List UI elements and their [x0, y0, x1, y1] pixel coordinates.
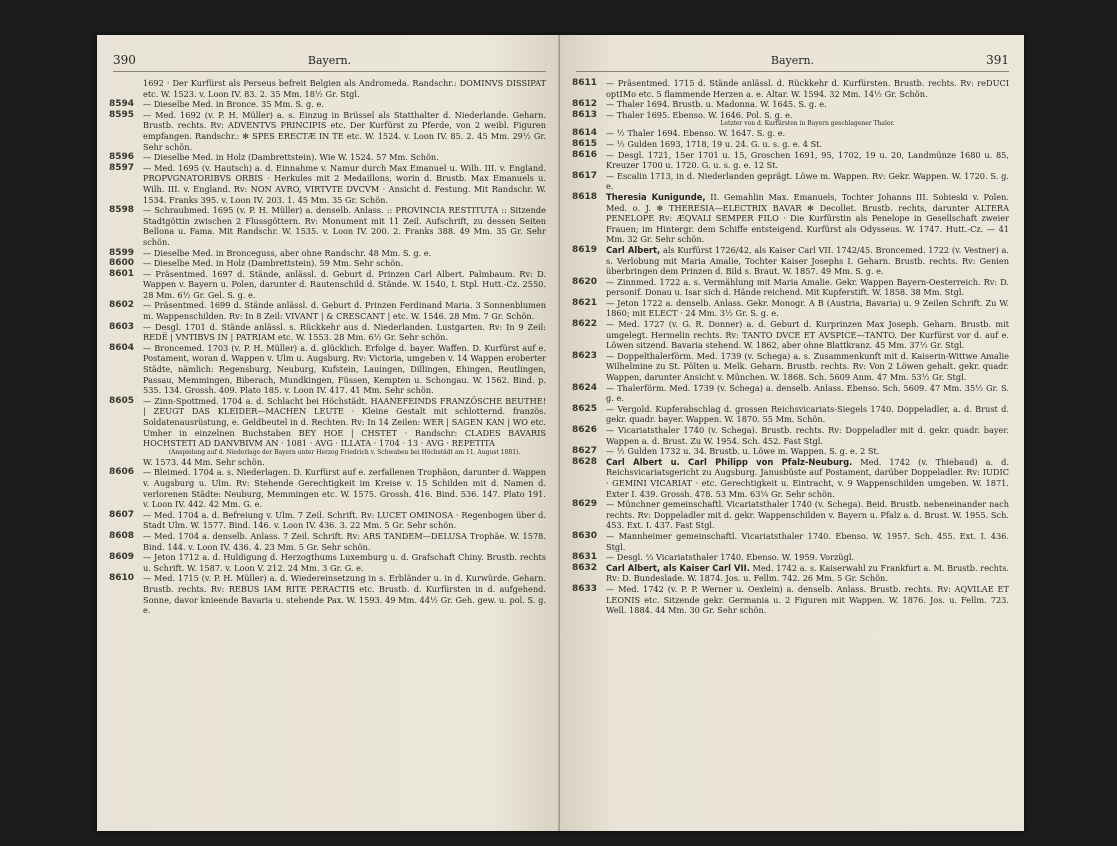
catalog-entry [109, 152, 546, 163]
entry-number: 8602 [109, 300, 135, 311]
entry-text: — Med. 1692 (v. P. H. Müller) a. s. Einzug in Brüssel als Statthalter d. Niederlande. Geharn. Brustb. rechts. Rv: ADVENTVS PRINCIPIS etc. Der Kurfürst zu Pferde, von 2 weibl. Figuren empfangen. Randschr.: ✻ SPES ERECTÆ IN TE etc. W. 1524. v. Loon IV. 85. 2. 45 Mm. 29½ Gr. Sehr schön. [143, 109, 546, 152]
entry-heading: Carl Albert u. Carl Philipp von Pfalz-Neuburg. [606, 456, 853, 467]
entry-number: 8610 [109, 573, 135, 584]
left-page-number: 390 [113, 53, 136, 67]
catalog-entry [109, 530, 546, 552]
entry-number: 8604 [109, 342, 135, 353]
entry-text: — Vicariatsthaler 1740 (v. Schega). Brustb. rechts. Rv: Doppeladler mit d. gekr. quadr. bayer. Wappen a. d. Brust. Zu W. 1954. Sch. 452. Fast Stgl. [606, 425, 1009, 446]
entry-heading: Carl Albert, als Kaiser Carl VII. [606, 562, 750, 573]
catalog-entry [109, 258, 546, 269]
entry-number: 8600 [109, 258, 135, 269]
entry-text: — Desgl. ⅔ Vicariatsthaler 1740. Ebenso. W. 1959. Vorzügl. [606, 552, 855, 563]
entry-number: 8626 [572, 425, 598, 435]
book-spread [97, 35, 1024, 831]
left-page [97, 35, 560, 831]
entry-text: — Präsentmed. 1697 d. Stände, anlässl. d. Geburt d. Prinzen Carl Albert. Palmbaum. Rv: D. Wappen v. Bayern u. Polen, darunter d. Rautenschild d. Stände. W. 1540, I. Stpl. Hutt.-Cz. 2550. 28 Mm. 6½ Gr. Gel. S. g. e. [143, 268, 546, 300]
left-running-title: Bayern. [307, 54, 352, 67]
catalog-entry [109, 300, 546, 322]
catalog-entry [572, 319, 1009, 351]
entry-number: 8595 [109, 109, 135, 120]
entry-number: 8594 [109, 99, 135, 110]
entry-number: 8620 [572, 276, 598, 287]
catalog-entry [572, 530, 1009, 552]
entry-text: — Thaler 1694. Brustb. u. Madonna. W. 1645. S. g. e. [606, 99, 827, 110]
entry-text: — ½ Gulden 1693, 1718, 19 u. 24. G. u. s. g. e. 4 St. [606, 138, 823, 149]
catalog-entry [572, 109, 1009, 129]
catalog-entry [109, 109, 546, 152]
catalog-entry [572, 138, 1009, 150]
right-page [560, 35, 1023, 831]
left-entry-list [109, 99, 546, 616]
entry-number: 8629 [572, 499, 598, 510]
catalog-entry [572, 499, 1009, 531]
catalog-entry [572, 562, 1009, 584]
right-entry-list [572, 78, 1010, 616]
catalog-entry [572, 350, 1009, 383]
catalog-entry [109, 552, 546, 573]
entry-number: 8612 [572, 99, 598, 110]
entry-number: 8605 [109, 395, 135, 406]
entry-text: — Med. 1715 (v. P. H. Müller) a. d. Wiedereinsetzung in s. Erbländer u. in d. Kurwürde. Geharn. Brustb. rechts. Rv: REBUS IAM RITE PERACTIS etc. Brustb. d. Kurfürsten in d. aufgehend. Sonne, davor knieende Bavaria u. stehende Pax. W. 1593. 49 Mm. 44½ Gr. Geh. gew. u. pol. S. g. e. [143, 573, 546, 616]
entry-text: — Med. 1742 (v. P. P. Werner u. Oexlein) a. denselb. Anlass. Brustb. rechts. Rv: AQVILAE ET LEONIS etc. Sitzende gekr. Germania u. 2 Figuren mit Wappen. W. 1876. Jos. u. Fellm. 723. Well. 1884. 44 Mm. 30 Gr. Sehr schön. [606, 583, 1009, 616]
catalog-entry [109, 395, 546, 468]
entry-number: 8613 [572, 109, 598, 120]
catalog-entry [572, 382, 1009, 404]
entry-text: — Münchner gemeinschaftl. Vicariatsthaler 1740 (v. Schega). Beid. Brustb. nebeneinander nach rechts. Rv: Doppeladler mit d. gekr. Wappenschilden v. Bayern u. Pfalz a. d. Brust. W. 1955. Sch. 453. Ext. I. 437. Fast Stgl. [606, 499, 1009, 531]
catalog-entry [572, 583, 1009, 616]
entry-number: 8630 [572, 530, 598, 541]
catalog-entry [572, 552, 1009, 563]
entry-number: 8624 [572, 382, 598, 393]
entry-text: — Thalerförm. Med. 1739 (v. Schega) a. denselb. Anlass. Ebenso. Sch. 5609. 47 Mm. 35½ Gr. S. g. e. [606, 382, 1009, 404]
entry-text: — Med. 1704 a. denselb. Anlass. 7 Zeil. Schrift. Rv: ARS TANDEM—DELUSA Trophäe. W. 1578. Bind. 144. v. Loon IV. 436. 4. 23 Mm. 5 Gr. Sehr schön. [143, 530, 546, 552]
entry-text: — Desgl. 1721, 15er 1701 u. 15, Groschen 1691, 95, 1702, 19 u. 20, Landmünze 1680 u. 85, Kreuzer 1700 u. 1720. G. u. s. g. e. 12 St. [606, 149, 1009, 171]
catalog-entry [572, 425, 1009, 446]
entry-number: 8631 [572, 552, 598, 563]
entry-footnote: Letzter von d. Kurfürsten in Bayern geschlagener Thaler. [720, 120, 895, 128]
entry-text: — Bleimed. 1704 a. s. Niederlagen. D. Kurfürst auf e. zerfallenen Trophäon, darunter d. Wappen v. Augsburg u. Ulm. Rv: Stehende Gerechtigkeit im Kreise v. 15 Schilden mit d. Namen d. verlorenen Städte: Neuburg, Memmingen etc. W. 1575. Grossh. 416. Bind. 536. 147. Plato 191. v. Loon IV. 442. 42 Mm. G. e. [143, 467, 546, 510]
entry-heading: Theresia Kunigunde, [606, 191, 706, 202]
entry-text: — Med. 1727 (v. G. R. Donner) a. d. Geburt d. Kurprinzen Max Joseph. Geharn. Brustb. mit umgelegt. Hermelin rechts. Rv: TANTO DVCE ET AVSPICE—TANTO. Der Kurfürst vor d. auf e. Löwen sitzend. Bavaria stehend. W. 1862, aber ohne Blattkranz. 45 Mm. 37½ Gr. Stgl. [606, 319, 1009, 351]
catalog-entry [109, 247, 546, 259]
entry-number: 8632 [572, 562, 598, 573]
catalog-entry [572, 99, 1009, 110]
entry-heading: Carl Albert, [606, 244, 661, 255]
entry-number: 8603 [109, 321, 135, 332]
catalog-entry [109, 321, 546, 343]
entry-text: — Dieselbe Med. in Holz (Dambrettstein). 59 Mm. Sehr schön. [143, 258, 404, 269]
entry-number: 8618 [572, 191, 598, 202]
entry-number: 8615 [572, 138, 598, 149]
left-continuation: 1692 · Der Kurfürst als Perseus befreit Belgien als Andromeda. Randschr.: DOMINVS DISSIPAT etc. W. 1523. v. Loon IV. 83. 2. 35 Mm. 18½ Gr. Stgl. [143, 78, 546, 99]
entry-text: — ½ Gulden 1732 u. 34. Brustb. u. Löwe m. Wappen. S. g. e. 2 St. [606, 446, 880, 457]
entry-number: 8607 [109, 509, 135, 520]
entry-number: 8608 [109, 530, 135, 541]
catalog-entry [109, 99, 546, 110]
entry-number: 8623 [572, 350, 598, 361]
entry-text: II. Gemahlin Max. Emanuels, Tochter Johanns III. Sobieski v. Polen. Med. o. J. ✻ THERESIA—ELECTRIX BAVAR ✻ Decollet. Brustb. rechts, darunter ALTERA PENELOPE Rv: ÆQVALI SEMPER FILO · Die Kurfürstin als Penelope in Gesellschaft zweier Frauen; im Hintergr. dem Schiffe entsteigend. Kurfürst als Odysseus. W. 1747. Hutt.-Cz. — 41 Mm. 32 Gr. Sehr schön. [606, 191, 1009, 245]
catalog-entry [572, 446, 1009, 457]
entry-number: 8627 [572, 446, 598, 457]
catalog-entry [572, 244, 1010, 277]
entry-text: — Med. 1695 (v. Hautsch) a. d. Einnahme v. Namur durch Max Emanuel u. Wilh. III. v. England. PROPVGNATORIBVS ORBIS · Herkules mit 2 Medaillons, worin d. Brustb. Max Emanuels u. Wilh. III. v. England. Rv: NON AVRO, VIRTVTE DVCVM · Ansicht d. Festung. Mit Randschr. W. 1534. Franks 395. v. Loon IV. 203. 1. 45 Mm. 35 Gr. Schön. [143, 162, 546, 205]
right-page-header [576, 53, 1009, 72]
entry-text: — Zinnmed. 1722 a. s. Vermählung mit Maria Amalie. Gekr. Wappen Bayern-Oesterreich. Rv: D. personif. Donau u. Isar sich d. Hände reichend. Mit Kupferstift. W. 1858. 38 Mm. Stgl. [606, 276, 1009, 298]
entry-text: — Schraubmed. 1695 (v. P. H. Müller) a. denselb. Anlass. :: PROVINCIA RESTITUTA :: Sitzende Stadtgöttin zwischen 2 Flussgöttern. Rv: Monument mit 11 Zeil. Aufschrift, zu dessen Seiten Bellona u. Fama. Mit Randschr. W. 1535. v. Loon IV. 200. 2. Franks 388. 49 Mm. 35 Gr. Sehr schön. [143, 205, 546, 247]
entry-tail: W. 1573. 44 Mm. Sehr schön. [143, 456, 265, 467]
catalog-entry [572, 403, 1009, 425]
catalog-entry [109, 205, 546, 247]
entry-text: — Doppelthalerförm. Med. 1739 (v. Schega) a. s. Zusammenkunft mit d. Kaiserin-Wittwe Amalie Wilhelmine zu St. Pölten u. Melk. Geharn. Brustb. rechts. Rv: Von 2 Löwen gehalt. gekr. quadr. Wappen, darunter Ansicht v. München. W. 1868. Sch. 5609 Anm. 47 Mm. 53½ Gr. Stgl. [606, 350, 1009, 383]
entry-text: — Präsentmed. 1715 d. Stände anlässl. d. Rückkehr d. Kurfürsten. Brustb. rechts. Rv: reDUCI optIMo etc. 5 flammende Herzen a. e. Altar. W. 1594. 32 Mm. 14½ Gr. Schön. [606, 78, 1009, 99]
entry-number: 8621 [572, 297, 598, 308]
entry-number: 8633 [572, 583, 598, 594]
entry-text: — Dieselbe Med. in Bronce. 35 Mm. S. g. e. [143, 99, 324, 110]
entry-text: — Zinn-Spottmed. 1704 a. d. Schlacht bei Höchstädt. HAANEFEINDS FRANZÖSCHE BEUTHE! | ZEUGT DAS KLEIDER—MACHEN LEUTE · Kleine Gestalt mit schlotternd. französ. Soldatenausrüstung, e. Geldbeutel in d. Rechten. Rv: In 14 Zeilen: WER | SAGEN KAN | WO etc. Umher in einzelnen Buchstaben BEY HOE | CHSTET · Randschr: CLADES BAVARIS HOCHSTETI AD DANVBIVM AN · 1081 · AVG · ILLATA · 1704 · 13 · AVG · REPETITA [143, 395, 546, 449]
catalog-entry [572, 78, 1009, 99]
entry-number: 8601 [109, 268, 135, 279]
entry-text: — Escalin 1713, in d. Niederlanden geprägt. Löwe m. Wappen. Rv: Gekr. Wappen. W. 1720. S. g. e. [606, 170, 1009, 192]
catalog-entry [572, 149, 1009, 171]
entry-number: 8599 [109, 247, 135, 258]
right-page-number: 391 [986, 53, 1009, 67]
entry-text: — Präsentmed. 1699 d. Stände anlässl. d. Geburt d. Prinzen Ferdinand Maria. 3 Sonnenblumen m. Wappenschilden. Rv: In 8 Zeil: VIVANT | & CRESCANT | etc. W. 1546. 28 Mm. 7 Gr. Schön. [143, 300, 546, 322]
entry-text: — Jeton 1722 a. denselb. Anlass. Gekr. Monogr. A B (Austria, Bavaria) u. 9 Zeilen Schrift. Zu W. 1860; mit ELECT · 24 Mm. 3½ Gr. S. g. e. [606, 297, 1009, 319]
catalog-entry [109, 342, 546, 396]
entry-text: — Broncemed. 1703 (v. P. H. Müller) a. d. glücklich. Erfolge d. bayer. Waffen. D. Kurfürst auf e. Postament, woran d. Wappen v. Ulm u. Augsburg. Rv: Victoria, umgeben v. 14 Wappen eroberter Städte, nämlich: Regensburg, Neuburg, Kufstein, Lauingen, Dillingen, Ehingen, Reutlingen, Passau, Memmingen, Biberach, Mundkingen, Füssen, Kempten u. Schongau. W. 1562. Bind. p. 535. 134. Grossh. 409. Plato 185. v. Loon IV. 417. 41 Mm. Sehr schön. [143, 342, 546, 396]
catalog-entry [109, 573, 546, 616]
catalog-entry [572, 170, 1009, 192]
entry-text: Med. 1742 (v. Thiebaud) a. d. Reichsvicariatsgericht zu Augsburg. Janusbüste auf Postament, darüber Doppeladler. Rv: IUDIC · GEMINI VICARIAT · etc. Gerechtigkeit u. Eintracht, v. 9 Wappenschilden umgeben. W. 1871. Exter I. 439. Grossh. 478. 53 Mm. 63¼ Gr. Sehr schön. [606, 456, 1009, 499]
entry-text: — Vergold. Kupferabschlag d. grossen Reichsvicariats-Siegels 1740. Doppeladler, a. d. Brust d. gekr. quadr. bayer. Wappen. W. 1870. 55 Mm. Schön. [606, 403, 1009, 425]
right-running-title: Bayern. [770, 54, 815, 67]
entry-number: 8625 [572, 403, 598, 414]
entry-text: — Med. 1704 a. d. Befreiung v. Ulm. 7 Zeil. Schrift. Rv: LUCET OMINOSA · Regenbogen über d. Stadt Ulm. W. 1577. Bind. 146. v. Loon IV. 436. 3. 22 Mm. 5 Gr. Sehr schön. [143, 509, 546, 531]
catalog-entry [572, 128, 1009, 139]
entry-text: — Dieselbe Med. in Holz (Dambrettstein). Wie W. 1524. 57 Mm. Schön. [143, 152, 439, 163]
entry-number: 8614 [572, 128, 598, 139]
left-page-header [113, 53, 546, 72]
entry-number: 8597 [109, 162, 135, 173]
entry-number: 8628 [572, 456, 598, 467]
entry-number: 8609 [109, 552, 135, 563]
entry-number: 8596 [109, 152, 135, 163]
entry-text: — Mannheimer gemeinschaftl. Vicariatsthaler 1740. Ebenso. W. 1957. Sch. 455. Ext. I. 436. Stgl. [606, 530, 1009, 552]
catalog-entry [572, 276, 1009, 298]
entry-footnote: (Anspielung auf d. Niederlage der Bayern unter Herzog Friedrich v. Schwaben bei Höchstädt am 11. August 1081). [168, 448, 521, 456]
catalog-entry [109, 162, 546, 205]
entry-text: — Thaler 1695. Ebenso. W. 1646. Pol. S. g. e. [606, 109, 793, 120]
entry-number: 8622 [572, 319, 598, 330]
entry-text: Med. 1742 a. s. Kaiserwahl zu Frankfurt a. M. Brustb. rechts. Rv: D. Bundeslade. W. 1874. Jos. u. Fellm. 742. 26 Mm. 5 Gr. Schön. [606, 562, 1009, 584]
entry-number: 8606 [109, 467, 135, 478]
entry-number: 8616 [572, 149, 598, 160]
entry-number: 8617 [572, 170, 598, 181]
catalog-entry [109, 268, 546, 301]
entry-number: 8598 [109, 205, 135, 216]
entry-number: 8619 [572, 244, 598, 255]
entry-number: 8611 [572, 78, 598, 88]
entry-text: — Jeton 1712 a. d. Huldigung d. Herzogthums Luxemburg u. d. Grafschaft Chiny. Brustb. rechts u. Schrift. W. 1587. v. Loon V. 212. 24 Mm. 3 Gr. G. e. [143, 552, 546, 573]
entry-text: — Desgl. 1701 d. Stände anlässl. s. Rückkehr aus d. Niederlanden. Lustgarten. Rv: In 9 Zeil: REDE̅ | VNTIBVS IN | PATRIAM etc. W. 1553. 28 Mm. 6½ Gr. Sehr schön. [143, 321, 546, 343]
entry-text: — Dieselbe Med. in Bronceguss, aber ohne Randschr. 48 Mm. S. g. e. [143, 247, 432, 258]
entry-text: — ½ Thaler 1694. Ebenso. W. 1647. S. g. e. [606, 128, 786, 139]
entry-text: als Kurfürst 1726/42, als Kaiser Carl VII. 1742/45. Broncemed. 1722 (v. Vestner) a. s. Verlobung mit Maria Amalie, Tochter Kaiser Josephs I. Geharn. Brustb. rechts. Rv: Genien überbringen dem Prinzen d. Bild s. Braut. W. 1857. 49 Mm. S. g. e. [606, 244, 1010, 277]
catalog-entry [109, 509, 546, 531]
catalog-entry [572, 297, 1009, 319]
catalog-entry [572, 456, 1009, 499]
catalog-entry [572, 191, 1009, 245]
catalog-entry [109, 467, 546, 510]
